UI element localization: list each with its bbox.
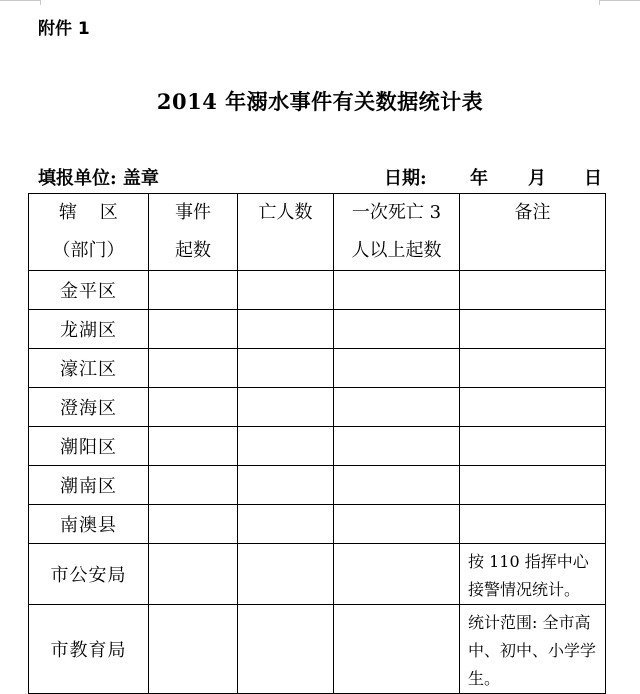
header-district	[29, 194, 149, 271]
page-corner-mark-right-tick	[599, 0, 600, 5]
table-row	[29, 544, 606, 605]
table-cell	[149, 605, 238, 694]
table-row	[29, 427, 606, 466]
table-cell	[238, 605, 334, 694]
table-row	[29, 466, 606, 505]
table-cell	[149, 427, 238, 466]
header-remarks-line1: 备注	[514, 202, 551, 223]
table-row	[29, 349, 606, 388]
table-cell	[334, 388, 460, 427]
table-cell	[149, 388, 238, 427]
table-cell	[334, 310, 460, 349]
table-row	[29, 605, 606, 694]
row-name: 濠江区	[29, 349, 149, 388]
fill-unit-label: 填报单位: 盖章	[38, 168, 159, 189]
table-cell	[334, 544, 460, 605]
header-major-events-line2: 人以上起数	[351, 240, 442, 261]
date-label: 日期:	[384, 168, 427, 189]
header-deaths	[238, 194, 334, 271]
statistics-table	[28, 193, 606, 694]
table-row	[29, 505, 606, 544]
row-name: 市公安局	[29, 544, 149, 605]
header-district-line1: 辖 区	[59, 202, 118, 223]
row-name: 澄海区	[29, 388, 149, 427]
attachment-label: 附件 1	[38, 19, 90, 39]
page-corner-mark-right	[600, 0, 640, 1]
table-cell	[149, 466, 238, 505]
row-name: 市教育局	[29, 605, 149, 694]
date-day: 日	[584, 168, 602, 189]
table-row	[29, 271, 606, 310]
table-cell	[238, 271, 334, 310]
table-cell	[149, 349, 238, 388]
table-header-row	[29, 194, 606, 271]
header-district-line2: （部门）	[52, 240, 125, 261]
table-cell	[238, 427, 334, 466]
table-cell	[238, 544, 334, 605]
header-deaths-line1: 亡人数	[258, 202, 313, 223]
date-month: 月	[528, 168, 546, 189]
header-major-events	[334, 194, 460, 271]
table-cell	[460, 466, 606, 505]
row-name: 潮南区	[29, 466, 149, 505]
table-cell	[238, 349, 334, 388]
header-event-count	[149, 194, 238, 271]
remark-cell: 按 110 指挥中心接警情况统计。	[460, 544, 606, 605]
header-remarks	[460, 194, 606, 271]
table-cell	[334, 427, 460, 466]
table-cell	[149, 271, 238, 310]
table-cell	[460, 271, 606, 310]
row-name: 龙湖区	[29, 310, 149, 349]
table-cell	[334, 349, 460, 388]
row-name: 潮阳区	[29, 427, 149, 466]
header-event-count-line2: 起数	[175, 240, 211, 261]
table-cell	[149, 544, 238, 605]
page-corner-mark-left	[0, 0, 40, 1]
table-cell	[334, 466, 460, 505]
table-cell	[460, 427, 606, 466]
table-cell	[149, 505, 238, 544]
table-row	[29, 388, 606, 427]
table-cell	[238, 466, 334, 505]
header-event-count-line1: 事件	[175, 202, 211, 223]
page-title: 2014 年溺水事件有关数据统计表	[156, 89, 484, 114]
table-cell	[460, 505, 606, 544]
page-corner-mark-left-tick	[40, 0, 41, 5]
header-major-events-line1: 一次死亡 3	[351, 202, 442, 223]
table-cell	[149, 310, 238, 349]
date-year: 年	[470, 168, 488, 189]
row-name: 南澳县	[29, 505, 149, 544]
date-row	[384, 164, 602, 190]
table-cell	[334, 605, 460, 694]
table-cell	[238, 310, 334, 349]
table-cell	[238, 505, 334, 544]
table-cell	[460, 349, 606, 388]
row-name: 金平区	[29, 271, 149, 310]
table-cell	[238, 388, 334, 427]
table-row	[29, 310, 606, 349]
table-cell	[460, 310, 606, 349]
table-cell	[334, 271, 460, 310]
remark-cell: 统计范围: 全市高中、初中、小学学生。	[460, 605, 606, 694]
table-cell	[334, 505, 460, 544]
table-cell	[460, 388, 606, 427]
